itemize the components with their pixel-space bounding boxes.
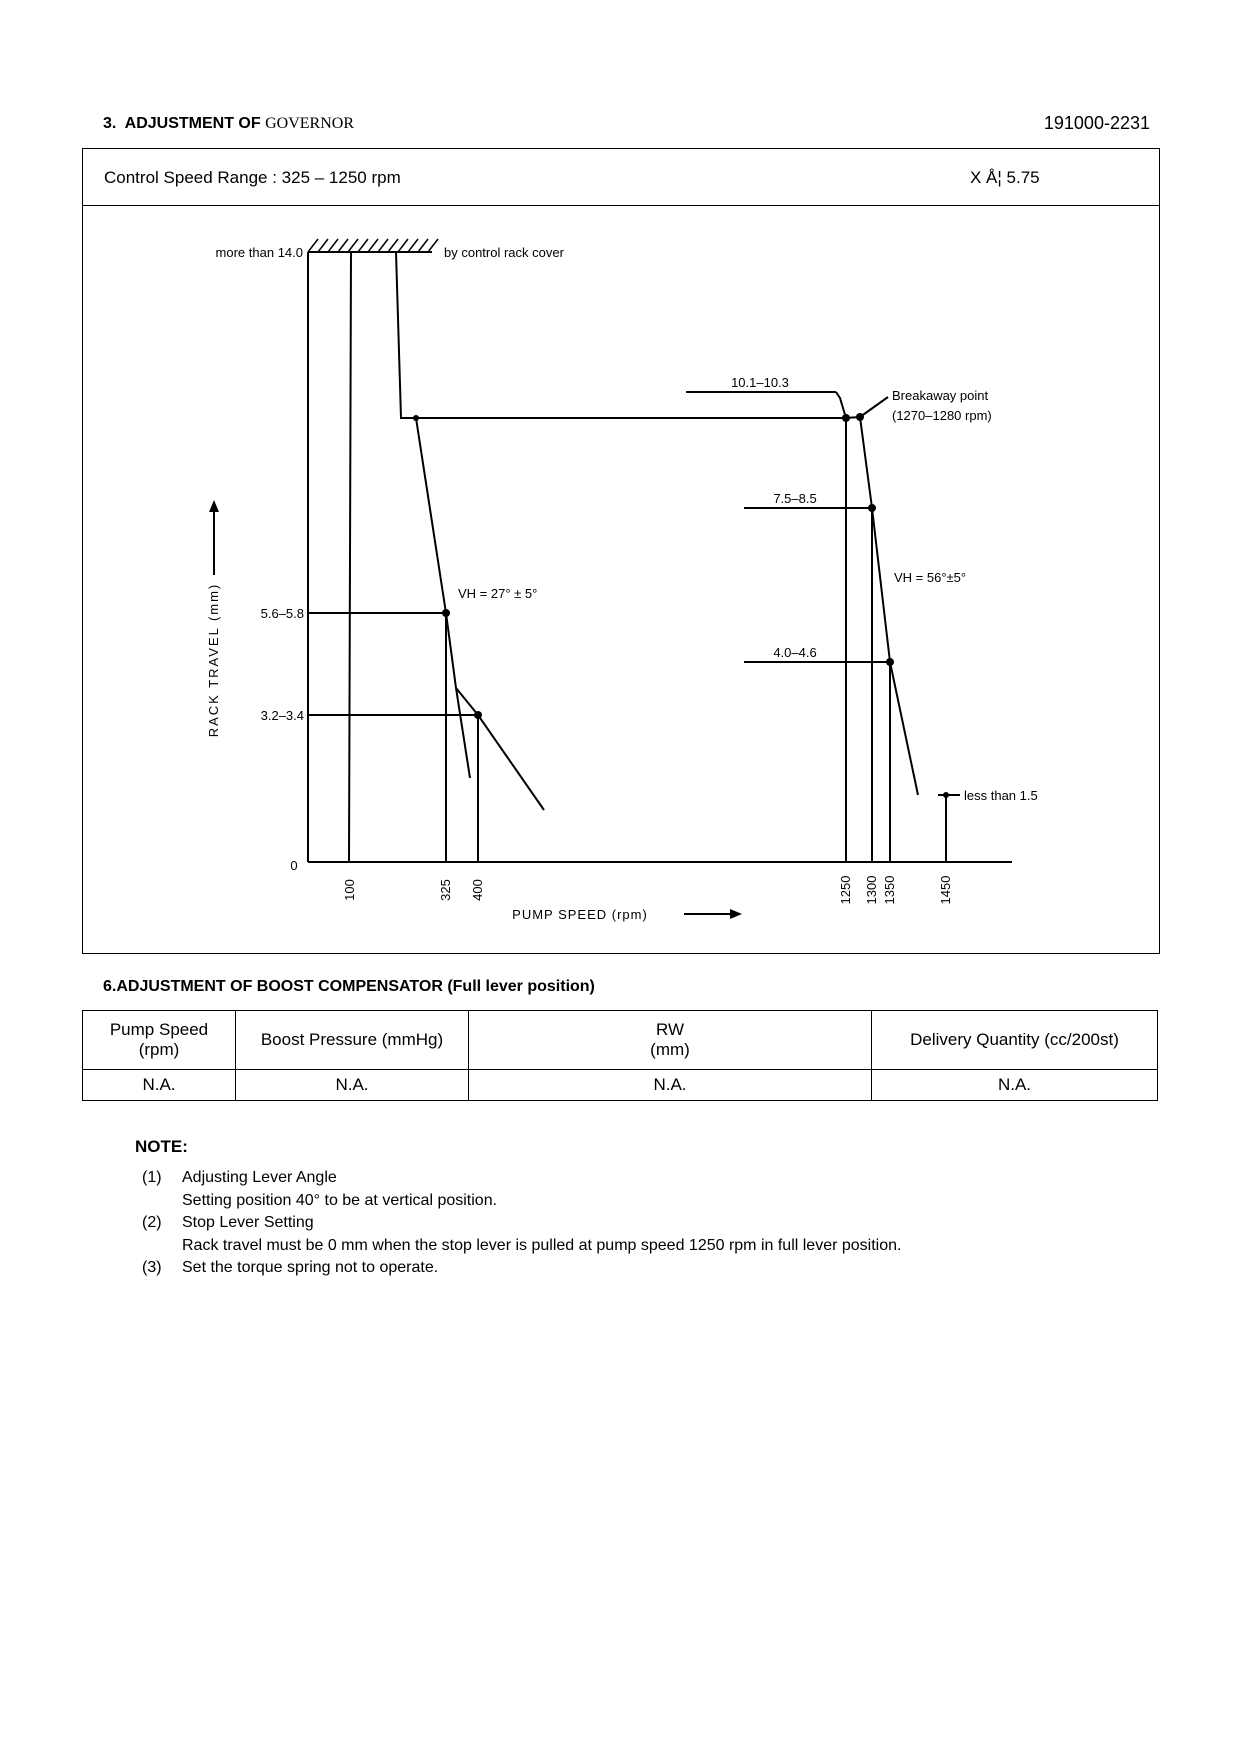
annotation-breakaway-range: (1270–1280 rpm)	[892, 408, 992, 423]
section-6-heading: 6.ADJUSTMENT OF BOOST COMPENSATOR (Full lever position)	[103, 978, 595, 995]
ref-10.1-10.3-leader	[836, 392, 846, 418]
x-axis-label: PUMP SPEED (rpm)	[512, 907, 648, 922]
annotation-vh-56: VH = 56°±5°	[894, 570, 967, 585]
header-boost-pressure: Boost Pressure (mmHg)	[236, 1011, 469, 1070]
tick-1350: 1350	[882, 875, 897, 905]
label-4.0-4.6: 4.0–4.6	[773, 645, 817, 660]
label-10.1-10.3: 10.1–10.3	[731, 375, 789, 390]
point-400	[474, 711, 482, 719]
cell-boost-pressure: N.A.	[236, 1070, 469, 1101]
label-more-than-14: more than 14.0	[215, 245, 303, 260]
point-1300	[868, 504, 876, 512]
tick-0: 0	[290, 858, 298, 873]
cell-pump-speed: N.A.	[83, 1070, 236, 1101]
header-pump-speed: Pump Speed (rpm)	[83, 1011, 236, 1070]
list-item	[142, 1212, 901, 1257]
governor-curve-left-b	[456, 688, 544, 810]
line-100rpm	[349, 252, 351, 862]
point-325	[442, 609, 450, 617]
point-1350	[886, 658, 894, 666]
tick-325: 325	[438, 879, 453, 901]
tick-1250: 1250	[838, 875, 853, 905]
note-line: Setting position 40° to be at vertical position.	[182, 1191, 498, 1209]
label-5.6-5.8: 5.6–5.8	[260, 606, 304, 621]
point-1450	[943, 792, 949, 798]
y-axis-label: RACK TRAVEL (mm)	[206, 582, 221, 738]
note-title: NOTE:	[135, 1137, 188, 1156]
full-load-line	[396, 252, 846, 418]
header-rw: RW (mm)	[469, 1011, 872, 1070]
breakaway-leader	[860, 397, 888, 417]
control-speed-range: Control Speed Range : 325 – 1250 rpm	[104, 168, 401, 187]
header-delivery-quantity: Delivery Quantity (cc/200st)	[872, 1011, 1158, 1070]
table-row	[83, 1070, 1158, 1101]
rack-travel-arrowhead	[209, 500, 219, 512]
note-number: (2)	[142, 1214, 162, 1231]
note-number: (1)	[142, 1169, 162, 1186]
section-number: 3.	[103, 115, 117, 132]
label-less-than-1.5: less than 1.5	[964, 788, 1038, 803]
cell-delivery-quantity: N.A.	[872, 1070, 1158, 1101]
notes-list	[142, 1167, 901, 1280]
list-item	[142, 1167, 901, 1212]
note-number: (3)	[142, 1259, 162, 1276]
hatch-marks	[308, 239, 438, 252]
point-breakaway	[856, 413, 864, 421]
tick-1450: 1450	[938, 875, 953, 905]
label-7.5-8.5: 7.5–8.5	[773, 491, 817, 506]
x-value: X Å¦ 5.75	[970, 168, 1040, 187]
annotation-vh-27: VH = 27° ± 5°	[458, 586, 538, 601]
note-line: Rack travel must be 0 mm when the stop lever is pulled at pump speed 1250 rpm in full lever position.	[182, 1236, 902, 1254]
annotation-breakaway: Breakaway point	[892, 388, 989, 403]
section-title-bold: ADJUSTMENT OF	[124, 115, 261, 132]
boost-compensator-table	[82, 1010, 1158, 1101]
table-header-row	[83, 1011, 1158, 1070]
list-item	[142, 1257, 901, 1280]
note-line: Set the torque spring not to operate.	[182, 1259, 439, 1276]
section-title-serif: GOVERNOR	[265, 115, 354, 132]
annotation-rack-cover: by control rack cover	[444, 245, 564, 260]
note-line: Stop Lever Setting	[182, 1214, 314, 1231]
label-3.2-3.4: 3.2–3.4	[260, 708, 304, 723]
tick-100: 100	[342, 879, 357, 901]
note-line: Adjusting Lever Angle	[182, 1169, 337, 1186]
tick-1300: 1300	[864, 875, 879, 905]
document-number: 191000-2231	[1043, 113, 1150, 133]
governor-curve-right	[846, 417, 918, 795]
pump-speed-arrowhead	[730, 909, 742, 919]
cell-rw: N.A.	[469, 1070, 872, 1101]
tick-400: 400	[470, 879, 485, 901]
point-1250	[842, 414, 850, 422]
point-knee	[413, 415, 419, 421]
